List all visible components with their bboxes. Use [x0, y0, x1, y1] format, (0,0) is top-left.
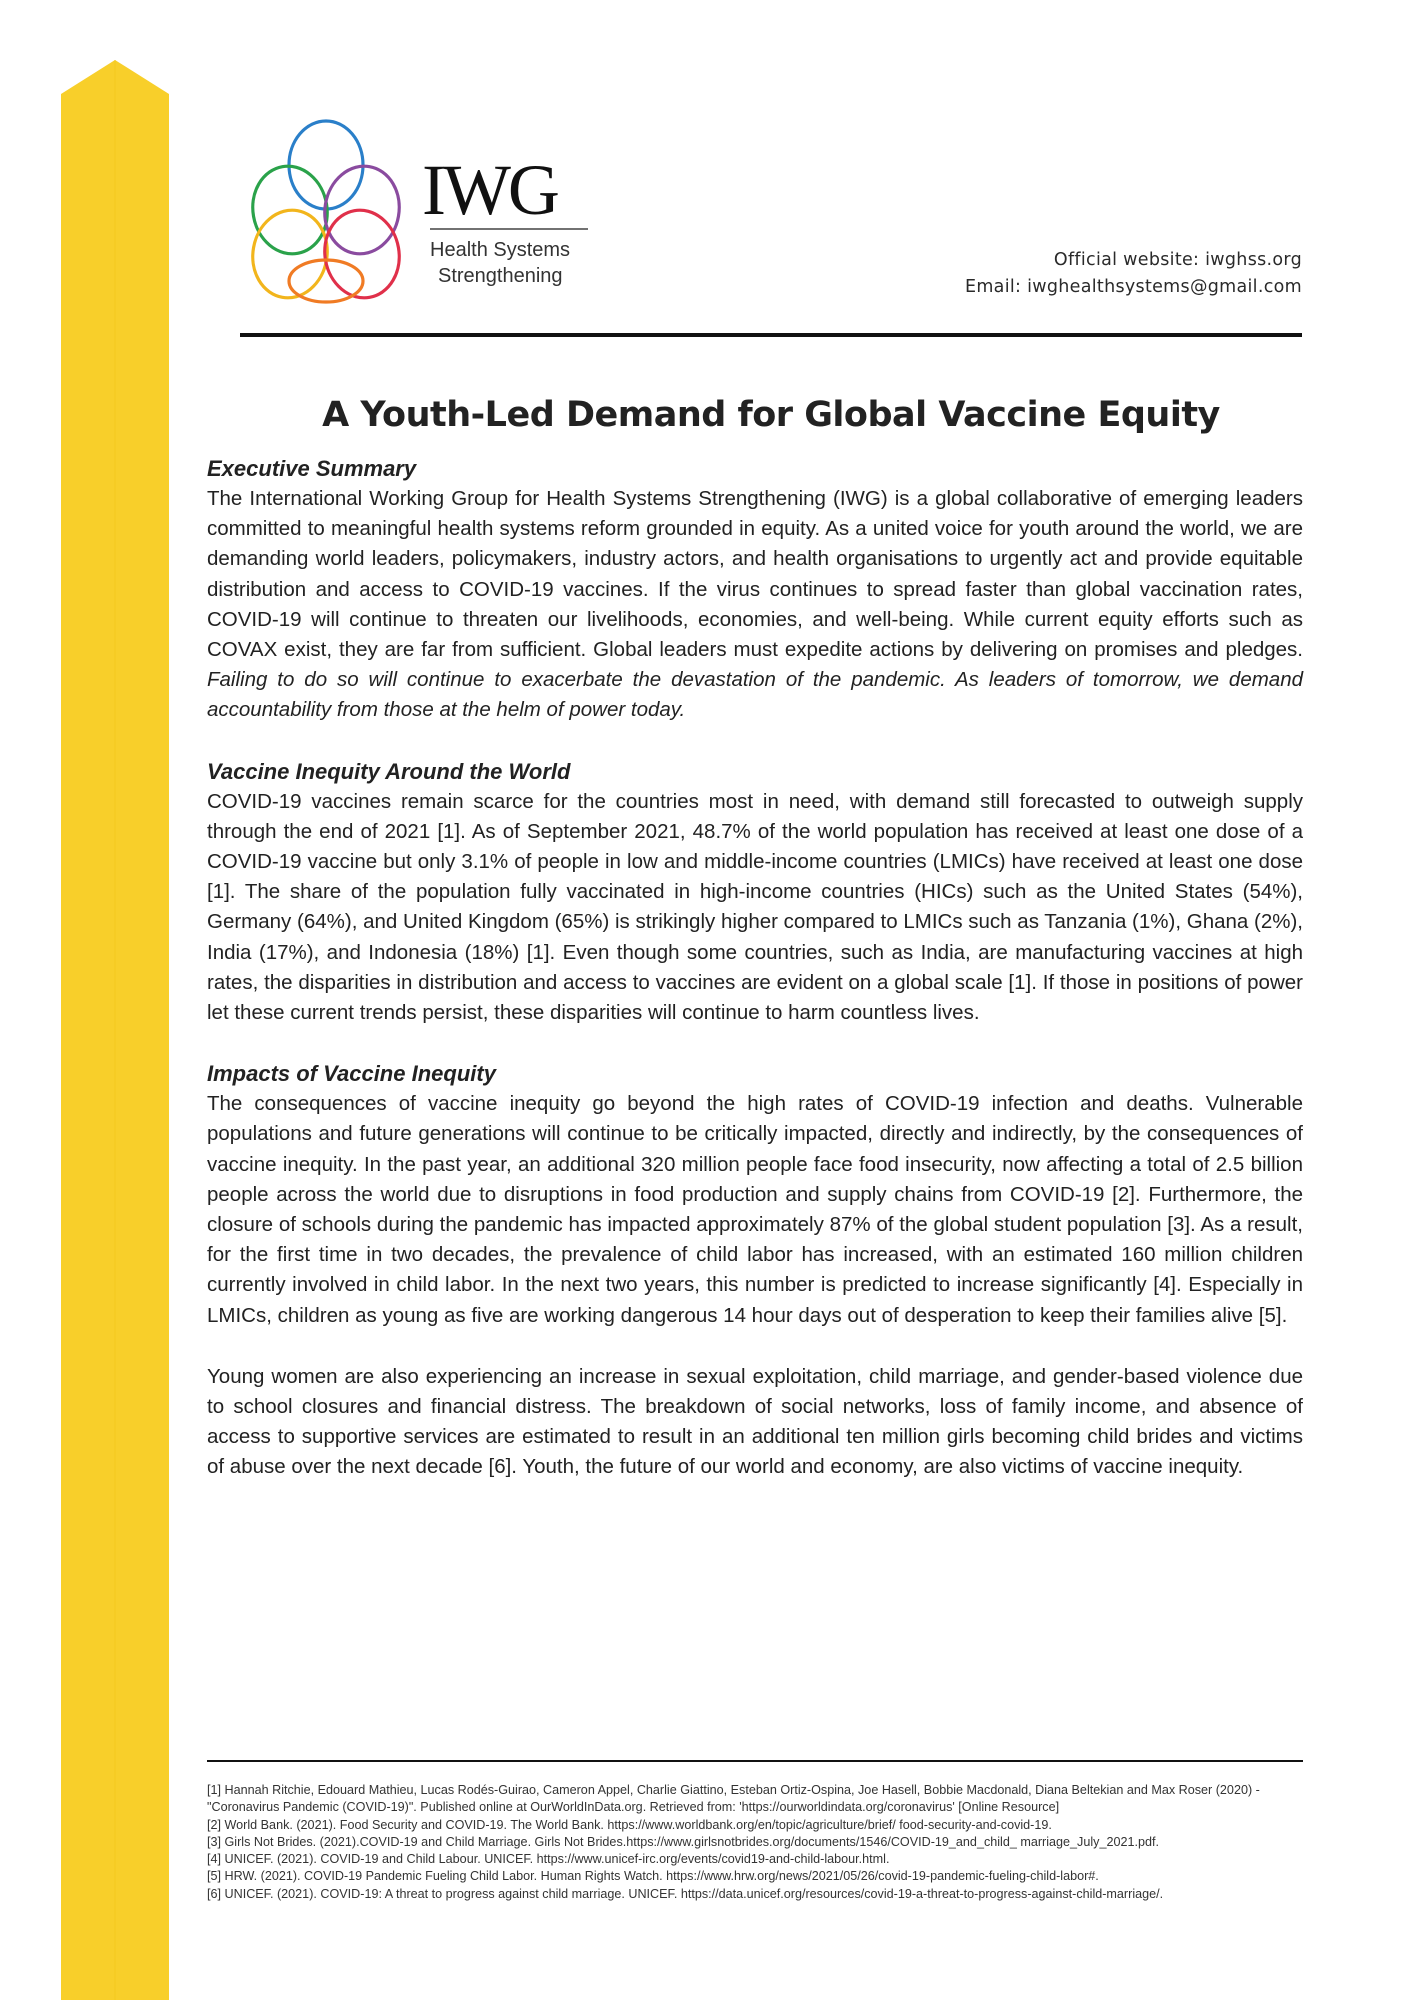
footnote: [5] HRW. (2021). COVID-19 Pandemic Fueling Child Labor. Human Rights Watch. https://www.hrw.org/news/2021/05/26/covid-19-pandemic-fueling-child-labor#.	[207, 1869, 1099, 1884]
footnote: [4] UNICEF. (2021). COVID-19 and Child Labour. UNICEF. https://www.unicef-irc.org/events/covid19-and-child-labour.html.	[207, 1852, 890, 1867]
header-divider	[240, 333, 1302, 337]
logo-subtitle-line2: Strengthening	[438, 265, 563, 287]
email-link[interactable]: Email: iwghealthsystems@gmail.com	[964, 277, 1302, 297]
logo-subtitle-line1: Health Systems	[430, 239, 571, 261]
website-link[interactable]: Official website: iwghss.org	[1053, 250, 1302, 270]
footnotes	[207, 1782, 1287, 1903]
section-impacts	[207, 1059, 1303, 1482]
section-heading: Vaccine Inequity Around the World	[207, 758, 571, 784]
page-title: A Youth-Led Demand for Global Vaccine Equity	[322, 395, 1220, 436]
section-heading: Impacts of Vaccine Inequity	[207, 1061, 496, 1087]
paragraph-text: The International Working Group for Health Systems Strengthening (IWG) is a global collaborative of emerging leaders committed to meaningful health systems reform grounded in equity. As a united voice for youth around the world, we are demanding world leaders, policymakers, industry actors, and health organisations to urgently act and provide equitable distribution and access to COVID-19 vaccines. If the virus continues to spread faster than global vaccination rates, COVID-19 will continue to threaten our livelihoods, economies, and well-being. While current equity efforts such as COVAX exist, they are far from sufficient. Global leaders must expedite actions by delivering on promises and pledges.	[207, 487, 1303, 662]
rings-icon	[246, 121, 406, 304]
paragraph: The consequences of vaccine inequity go beyond the high rates of COVID-19 infection and deaths. Vulnerable populations and future generations will continue to be critically impacted, directly and indirectly, by the consequences of vaccine inequity. In the past year, an additional 320 million people face food insecurity, now affecting a total of 2.5 billion people across the world due to disruptions in food production and supply chains from COVID-19 [2]. Furthermore, the closure of schools during the pandemic has impacted approximately 87% of the global student population [3]. As a result, for the first time in two decades, the prevalence of child labor has increased, with an estimated 160 million children currently involved in child labor. In the next two years, this number is predicted to increase significantly [4]. Especially in LMICs, children as young as five are working dangerous 14 hour days out of desperation to keep their families alive [5].	[207, 1092, 1303, 1327]
footnote-divider	[207, 1760, 1303, 1762]
footnote: [6] UNICEF. (2021). COVID-19: A threat to progress against child marriage. UNICEF. https://data.unicef.org/resources/covid-19-a-threat-to-progress-against-child-marriage/.	[207, 1886, 1164, 1901]
footnote: [2] World Bank. (2021). Food Security and COVID-19. The World Bank. https://www.worldbank.org/en/topic/agriculture/brief/ food-security-and-covid-19.	[207, 1817, 1052, 1832]
section-vaccine-inequity-world	[207, 757, 1303, 1029]
section-executive-summary	[207, 454, 1303, 726]
logo-wordmark: IWG	[422, 150, 557, 230]
decorative-side-bar	[61, 60, 169, 2000]
contact-info	[965, 247, 1302, 301]
iwg-logo	[236, 114, 590, 304]
paragraph: Young women are also experiencing an increase in sexual exploitation, child marriage, and gender-based violence due to school closures and financial distress. The breakdown of social networks, loss of family income, and absence of access to supportive services are estimated to result in an additional ten million girls becoming child brides and victims of abuse over the next decade [6]. Youth, the future of our world and economy, are also victims of vaccine inequity.	[207, 1364, 1303, 1479]
section-heading: Executive Summary	[207, 456, 417, 481]
paragraph: COVID-19 vaccines remain scarce for the countries most in need, with demand still forecasted to outweigh supply through the end of 2021 [1]. As of September 2021, 48.7% of the world population has received at least one dose of a COVID-19 vaccine but only 3.1% of people in low and middle-income countries (LMICs) have received at least one dose [1]. The share of the population fully vaccinated in high-income countries (HICs) such as the United States (54%), Germany (64%), and United Kingdom (65%) is strikingly higher compared to LMICs such as Tanzania (1%), Ghana (2%), India (17%), and Indonesia (18%) [1]. Even though some countries, such as India, are manufacturing vaccines at high rates, the disparities in distribution and access to vaccines are evident on a global scale [1]. If those in positions of power let these current trends persist, these disparities will continue to harm countless lives.	[207, 789, 1303, 1025]
paragraph	[207, 484, 1303, 726]
footnote: [1] Hannah Ritchie, Edouard Mathieu, Lucas Rodés-Guirao, Cameron Appel, Charlie Giattino, Esteban Ortiz-Ospina, Joe Hasell, Bobbie Macdonald, Diana Beltekian and Max Roser (2020) - "Coronavirus Pandemic (COVID-19)". Published online at OurWorldInData.org. Retrieved from: 'https://ourworldindata.org/coronavirus' [Online Resource]	[207, 1783, 1260, 1815]
document-body	[207, 454, 1303, 1483]
paragraph-italic-text: Failing to do so will continue to exacerbate the devastation of the pandemic. As leaders of tomorrow, we demand accountability from those at the helm of power today.	[207, 668, 1303, 722]
footnote: [3] Girls Not Brides. (2021).COVID-19 and Child Marriage. Girls Not Brides.https://www.girlsnotbrides.org/documents/1546/COVID-19_and_child_ marriage_July_2021.pdf.	[207, 1834, 1159, 1849]
